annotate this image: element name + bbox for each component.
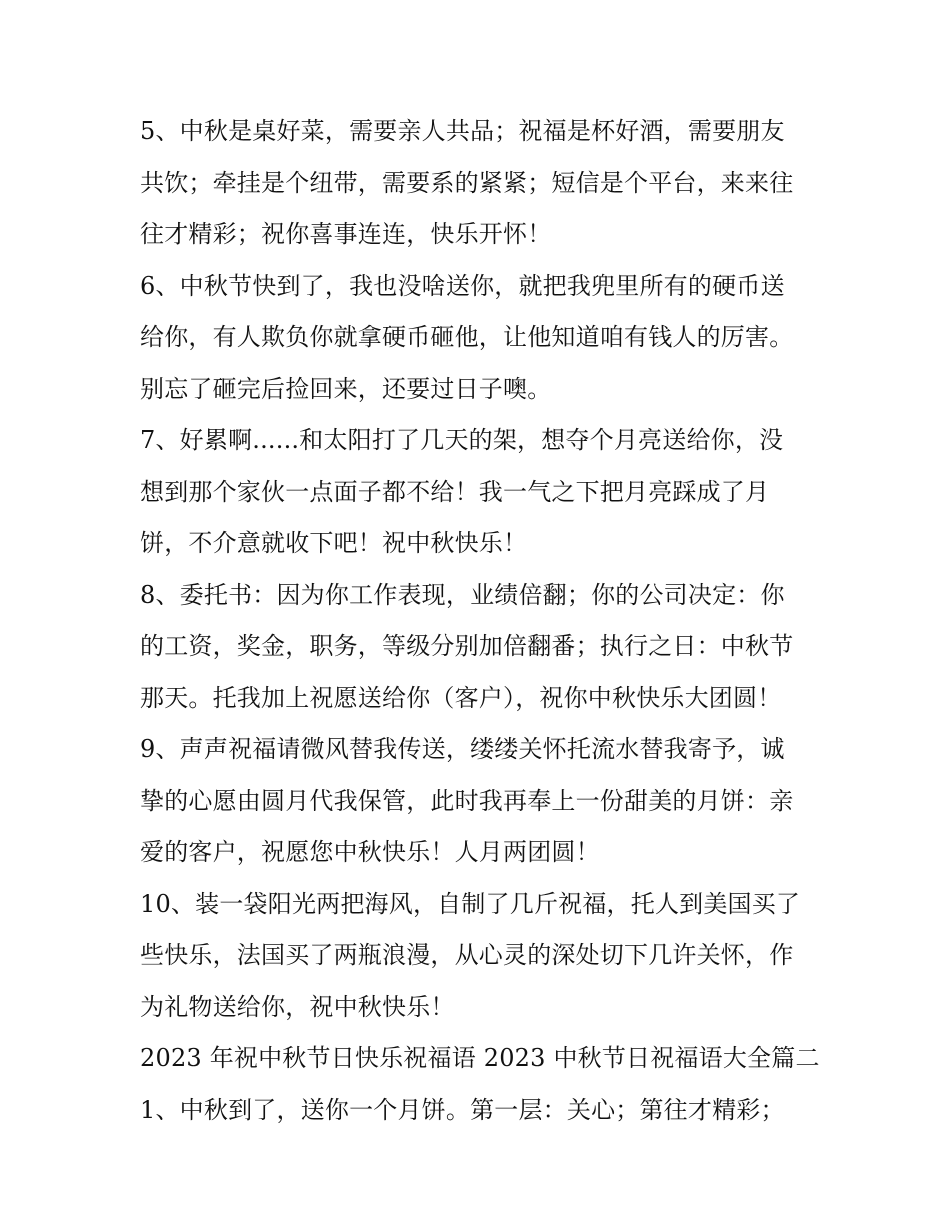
text-line: 往才精彩；祝你喜事连连，快乐开怀！ bbox=[140, 220, 552, 248]
text-line: 9、声声祝福请微风替我传送，缕缕关怀托流水替我寄予，诚 bbox=[140, 735, 785, 763]
text-line: 6、中秋节快到了，我也没啥送你，就把我兜里所有的硬币送 bbox=[140, 271, 785, 300]
text-line: 7、好累啊......和太阳打了几天的架，想夺个月亮送给你，没 bbox=[140, 426, 784, 454]
text-line: 10、装一袋阳光两把海风，自制了几斤祝福，托人到美国买了 bbox=[140, 889, 801, 918]
section-heading: 2023 年祝中秋节日快乐祝福语 2023 中秋节日祝福语大全篇二 bbox=[140, 1044, 820, 1072]
text-line: 的工资，奖金，职务，等级分别加倍翻番；执行之日：中秋节 bbox=[140, 632, 794, 660]
text-line: 给你，有人欺负你就拿硬币砸他，让他知道咱有钱人的厉害。 bbox=[140, 323, 794, 351]
text-line: 共饮；牵挂是个纽带，需要系的紧紧；短信是个平台，来来往 bbox=[140, 168, 794, 197]
text-line: 别忘了砸完后捡回来，还要过日子噢。 bbox=[140, 374, 552, 403]
document-body bbox=[140, 106, 820, 1136]
text-line: 想到那个家伙一点面子都不给！我一气之下把月亮踩成了月 bbox=[140, 477, 770, 506]
text-line: 爱的客户，祝愿您中秋快乐！人月两团圆！ bbox=[140, 838, 600, 866]
text-line: 那天。托我加上祝愿送给你（客户），祝你中秋快乐大团圆！ bbox=[140, 683, 782, 712]
text-line: 挚的心愿由圆月代我保管，此时我再奉上一份甜美的月饼：亲 bbox=[140, 786, 794, 815]
text-line: 饼，不介意就收下吧！祝中秋快乐！ bbox=[140, 529, 528, 557]
text-line: 8、委托书：因为你工作表现，业绩倍翻；你的公司决定：你 bbox=[140, 580, 785, 609]
text-line: 为礼物送给你，祝中秋快乐！ bbox=[140, 992, 455, 1021]
text-line: 些快乐，法国买了两瓶浪漫，从心灵的深处切下几许关怀，作 bbox=[140, 941, 794, 969]
text-line: 5、中秋是桌好菜，需要亲人共品；祝福是杯好酒，需要朋友 bbox=[140, 117, 785, 145]
text-line: 1、中秋到了，送你一个月饼。第一层：关心；第往才精彩； bbox=[140, 1095, 785, 1124]
